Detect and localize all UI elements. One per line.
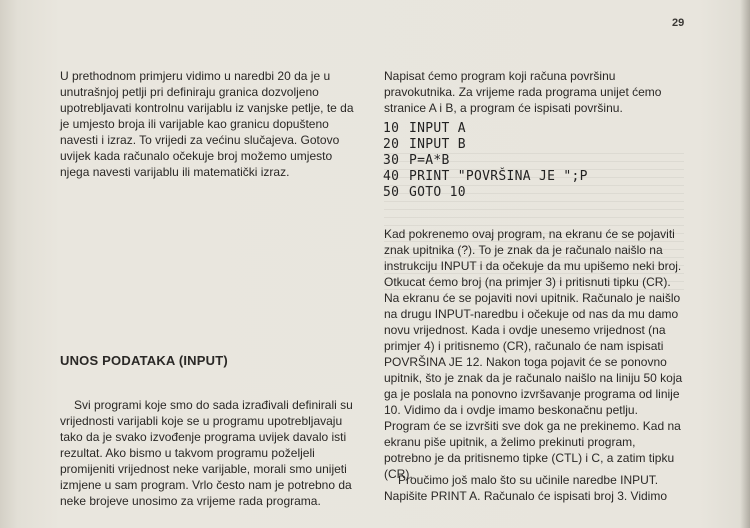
statement: GOTO 10: [409, 185, 466, 200]
line-number: 30: [383, 153, 400, 168]
line-number: 50: [383, 185, 400, 200]
right-paragraph-1: Napisat ćemo program koji računa površinu pravokutnika. Za vrijeme rada programa unijet ćemo stranice A i B, a program će ispisati površinu.: [384, 69, 662, 115]
section-heading: UNOS PODATAKA (INPUT): [60, 353, 228, 368]
statement: INPUT A: [409, 121, 466, 136]
statement: INPUT B: [409, 137, 466, 152]
code-line: [383, 185, 683, 201]
line-number: 40: [383, 169, 400, 184]
right-paragraph-2: Kad pokrenemo ovaj program, na ekranu će se pojaviti znak upitnika (?). To je znak da je računalo naišlo na instrukciju INPUT i da očekuje da mu upišemo neki broj. Otkucat ćemo broj (na primjer 3) i pritisnuti tipku (CR). Na ekranu će se pojaviti novi upitnik. Računalo je naišlo na drugu INPUT-naredbu i očekuje od nas da mu damo novu vrijednost. Kada i ovdje unesemo vrijednost (na primjer 4) i pritisnemo (CR), računalo će nam ispisati POVRŠINA JE 12. Nakon toga pojavit će se ponovno upitnik, što je znak da je računalo naišlo na liniju 50 koja ga je poslala na ponovno izvršavanje programa od linije 10. Vidimo da i ovdje imamo beskonačnu petlju. Program će se izvršiti sve dok ga ne prekinemo. Kad na ekranu piše upitnik, a želimo prekinuti program, potrebno je da pritisnemo tipke (CTL) i C, a zatim tipku (CR).: [384, 227, 683, 481]
left-paragraph-2: Svi programi koje smo do sada izrađivali definirali su vrijednosti varijabli koje se u programu upotrebljavaju tako da je svako izvođenje programa uvijek davalo isti rezultat. Ako bismo u takvom programu poželjeli promijeniti vrijednost neke varijable, morali smo unijeti izmjene u sam program. Vrlo često nam je potrebno da neke brojeve unosimo za vrijeme rada programa.: [60, 398, 353, 508]
statement: P=A*B: [409, 153, 450, 168]
code-line: [383, 121, 683, 137]
left-paragraph-1: U prethodnom primjeru vidimo u naredbi 20 da je u unutrašnjoj petlji pri definiraju granica dozvoljeno upotrebljavati kontrolnu varijablu iz vanjske petlje, te da je umjesto broja ili varijable kao granicu dopušteno navesti i izraz. To vrijedi za većinu slučajeva. Gotovo uvijek kada računalo očekuje broj možemo umjesto njega navesti varijablu ili matematički izraz.: [60, 69, 354, 179]
line-number: 20: [383, 137, 400, 152]
line-number: 10: [383, 121, 400, 136]
page-number: 29: [672, 17, 685, 29]
code-line: [383, 153, 683, 169]
basic-code-listing: [383, 121, 683, 201]
code-line: [383, 169, 683, 185]
right-paragraph-3: Proučimo još malo što su učinile naredbe INPUT. Napišite PRINT A. Računalo će ispisati broj 3. Vidimo: [384, 473, 668, 503]
statement: PRINT "POVRŠINA JE ";P: [409, 169, 588, 184]
page-edge-shadow: [740, 0, 750, 528]
code-line: [383, 137, 683, 153]
